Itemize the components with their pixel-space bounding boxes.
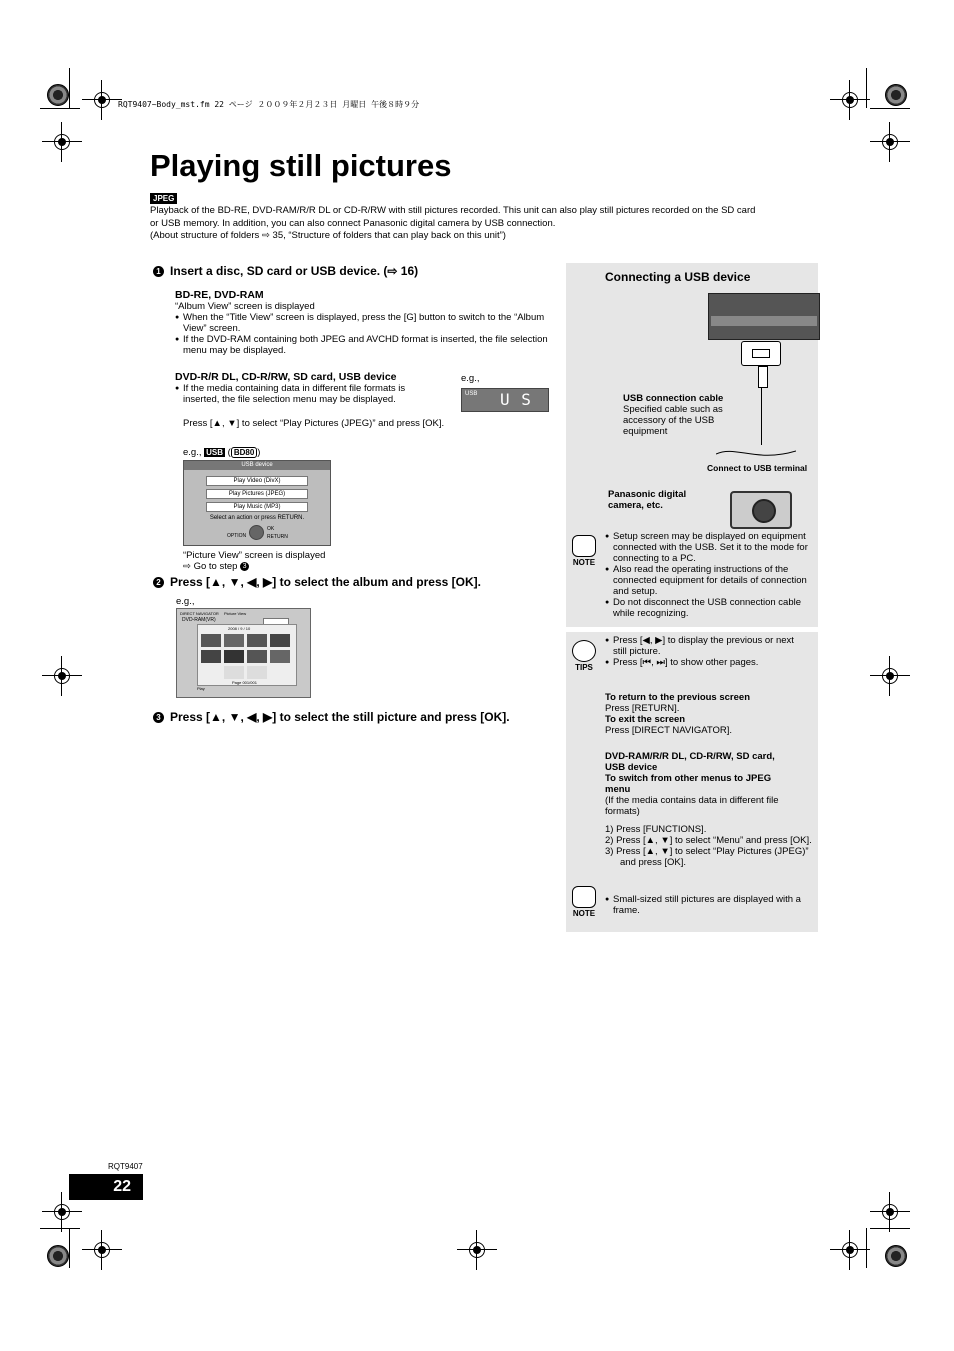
player-front-panel — [711, 316, 817, 326]
file-info-header: RQT9407~Body_mst.fm 22 ページ ２００９年２月２３日 月曜日 午後８時９分 — [118, 100, 420, 109]
bdre-line: “Album View” screen is displayed — [175, 301, 315, 312]
cable-heading: USB connection cable — [623, 393, 724, 404]
switch-step: 3) Press [▲, ▼] to select “Play Pictures (JPEG)” and press [OK]. — [605, 846, 809, 868]
media-heading: DVD-RAM/R/R DL, CD-R/RW, SD card, — [605, 751, 775, 762]
switch-heading: To switch from other menus to JPEG — [605, 773, 772, 784]
eg-label: e.g., — [176, 596, 195, 607]
crosshair-icon — [878, 130, 902, 154]
step-3 — [153, 710, 510, 724]
return-text: Press [RETURN]. — [605, 703, 680, 714]
registration-disk-icon — [885, 84, 907, 106]
step-text: Press [▲, ▼, ◀, ▶] to select the still picture and press [OK]. — [170, 710, 510, 724]
menu-option-play-pictures[interactable]: Play Pictures (JPEG) — [206, 489, 308, 499]
remote-dial-icon — [249, 525, 264, 540]
camera-label-line: Panasonic digital — [608, 489, 687, 500]
navigator-date: 2008 / 9 / 10 — [228, 626, 251, 631]
intro-text — [150, 205, 820, 243]
tips-icon — [569, 640, 599, 672]
trim-line — [40, 1228, 80, 1229]
switch-heading: menu — [605, 784, 631, 795]
bdre-bullet: ● If the DVD-RAM containing both JPEG and AVCHD format is inserted, the file selection menu may be displayed. — [175, 334, 550, 356]
crosshair-icon — [878, 1200, 902, 1224]
step-number: 3 — [153, 712, 164, 723]
tip-item: ● Press [◀, ▶] to display the previous or next still picture. — [605, 635, 810, 657]
crosshair-icon — [90, 88, 114, 112]
step-2 — [153, 575, 481, 589]
usb-note: ● Setup screen may be displayed on equipment connected with the USB. Set it to the mode for connecting to a PC. — [605, 531, 810, 564]
intro-line: (About structure of folders ⇨ 35, “Structure of folders that can play back on this unit”) — [150, 230, 506, 241]
usb-terminal-label: Connect to USB terminal — [707, 463, 808, 473]
trim-line — [40, 108, 80, 109]
return-exit-section — [605, 692, 810, 736]
thumb[interactable] — [247, 650, 267, 663]
return-heading: To return to the previous screen — [605, 692, 750, 703]
step-number: 1 — [153, 266, 164, 277]
crosshair-icon — [50, 1200, 74, 1224]
dvdr-bullet: ● If the media containing data in different file formats is inserted, the file selection menu may be displayed. — [175, 383, 435, 405]
cable-text-line: equipment — [623, 426, 668, 437]
navigator-view: Picture View — [224, 611, 247, 616]
thumb[interactable] — [224, 634, 244, 647]
switch-step: 1) Press [FUNCTIONS]. — [605, 824, 707, 835]
note-item: ● Small-sized still pictures are displayed with a frame. — [605, 894, 810, 916]
tips-list — [605, 635, 810, 668]
registration-disk-icon — [47, 84, 69, 106]
switch-step: 2) Press [▲, ▼] to select “Menu” and press [OK]. — [605, 835, 812, 846]
usb-note: ● Do not disconnect the USB connection cable while recognizing. — [605, 597, 810, 619]
camera-lens — [752, 499, 776, 523]
camera-label-line: camera, etc. — [608, 500, 663, 511]
usb-note: ● Also read the operating instructions of the connected equipment for details of connection and setup. — [605, 564, 810, 597]
front-display — [461, 388, 549, 428]
trim-line — [69, 1228, 70, 1268]
direct-navigator-screen — [176, 608, 311, 698]
trim-line — [69, 68, 70, 108]
picture-view-line: “Picture View” screen is displayed — [183, 550, 326, 561]
display-text: U S b — [500, 390, 532, 428]
page-number: 22 — [69, 1174, 143, 1200]
press-select-text: Press [▲, ▼] to select “Play Pictures (JPEG)” and press [OK]. — [183, 418, 445, 429]
crosshair-icon — [465, 1238, 489, 1262]
usb-tag: USB — [206, 448, 224, 457]
exit-heading: To exit the screen — [605, 714, 686, 725]
crosshair-icon — [50, 130, 74, 154]
navigator-title: DIRECT NAVIGATOR — [180, 611, 219, 616]
crosshair-icon — [838, 88, 862, 112]
cable-text-line: accessory of the USB — [623, 415, 715, 426]
usb-connection-box — [566, 263, 818, 627]
switch-menu-section — [605, 751, 813, 868]
eg-label: e.g., — [461, 373, 480, 384]
camera-icon — [730, 491, 792, 529]
dvdr-section — [175, 372, 435, 405]
note-label: NOTE — [572, 909, 596, 918]
thumb[interactable] — [270, 634, 290, 647]
crosshair-icon — [838, 1238, 862, 1262]
return-label: RETURN — [267, 534, 288, 540]
usb-box-title: Connecting a USB device — [605, 270, 751, 284]
intro-line: Playback of the BD-RE, DVD-RAM/R/R DL or CD-R/RW with still pictures recorded. This unit can also play still pictures recorded on the SD card — [150, 205, 756, 216]
camera-label — [608, 489, 686, 511]
page-title: Playing still pictures — [150, 148, 452, 183]
usb-notes — [605, 531, 810, 619]
usb-port-callout — [741, 341, 781, 366]
exit-text: Press [DIRECT NAVIGATOR]. — [605, 725, 733, 736]
usb-plug-icon — [758, 366, 768, 388]
note-label: NOTE — [572, 558, 596, 567]
usb-device-menu-screen — [183, 460, 331, 546]
navigator-drive: DVD-RAM(VR) — [182, 617, 216, 623]
goto-step-line — [183, 561, 325, 572]
thumb-empty — [247, 666, 267, 679]
menu-option-play-music[interactable]: Play Music (MP3) — [206, 502, 308, 512]
registration-disk-icon — [885, 1245, 907, 1267]
small-picture-note — [605, 894, 810, 916]
menu-option-play-video[interactable]: Play Video (DivX) — [206, 476, 308, 486]
menu-hint: Select an action or press RETURN. — [209, 515, 305, 521]
step-text: Insert a disc, SD card or USB device. (⇨ 16) — [170, 264, 419, 278]
tip-item: ● Press [⏮, ⏭] to show other pages. — [605, 657, 810, 668]
usb-cable-curve — [716, 445, 796, 463]
goto-step-number: 3 — [240, 562, 249, 571]
step-number: 2 — [153, 577, 164, 588]
bdre-section — [175, 290, 550, 356]
crosshair-icon — [878, 664, 902, 688]
player-illustration — [708, 293, 820, 340]
goto-prefix: ⇨ Go to step — [183, 561, 238, 572]
navigator-page: Page 001/001 — [232, 680, 257, 685]
dvdr-heading: DVD-R/R DL, CD-R/RW, SD card, USB device — [175, 371, 397, 383]
usb-port-icon — [752, 349, 770, 358]
display-tag: USB — [465, 391, 478, 397]
media-heading: USB device — [605, 762, 658, 773]
usb-cable-line — [761, 387, 762, 445]
intro-line: or USB memory. In addition, you can also connect Panasonic digital camera by USB connection. — [150, 217, 556, 229]
note-icon — [569, 886, 599, 918]
navigator-play: Play — [197, 686, 205, 691]
trim-line — [866, 68, 867, 108]
option-label: OPTION — [227, 533, 247, 539]
thumb-empty — [224, 666, 244, 679]
thumb[interactable] — [201, 634, 221, 647]
thumbnail-panel — [197, 624, 297, 686]
model-code: RQT9407 — [108, 1162, 143, 1171]
step-1 — [153, 264, 418, 278]
trim-line — [866, 1228, 867, 1268]
step-text: Press [▲, ▼, ◀, ▶] to select the album and press [OK]. — [170, 575, 481, 589]
ok-label: OK — [267, 526, 275, 532]
thumb[interactable] — [224, 650, 244, 663]
jpeg-badge: JPEG — [150, 193, 177, 204]
crosshair-icon — [90, 1238, 114, 1262]
cable-info — [623, 393, 748, 437]
eg-usb-line: e.g., USB ( BD80 ) — [183, 447, 261, 458]
thumb[interactable] — [270, 650, 290, 663]
registration-disk-icon — [47, 1245, 69, 1267]
crosshair-icon — [50, 664, 74, 688]
thumb[interactable] — [201, 650, 221, 663]
tips-box — [566, 632, 818, 932]
tips-label: TIPS — [575, 663, 593, 672]
thumb[interactable] — [247, 634, 267, 647]
bdre-bullet: ● When the “Title View” screen is displayed, press the [G] button to switch to the “Album View” screen. — [175, 312, 550, 334]
menu-title: USB device — [184, 461, 330, 470]
note-icon — [569, 535, 599, 567]
cable-text-line: Specified cable such as — [623, 404, 723, 415]
trim-line — [870, 108, 910, 109]
switch-note: (If the media contains data in different file formats) — [605, 795, 779, 817]
bd80-tag: BD80 — [231, 447, 257, 458]
picture-view-text — [183, 550, 325, 572]
trim-line — [870, 1228, 910, 1229]
eg-usb-label: e.g., — [183, 447, 202, 458]
bdre-heading: BD-RE, DVD-RAM — [175, 289, 264, 301]
